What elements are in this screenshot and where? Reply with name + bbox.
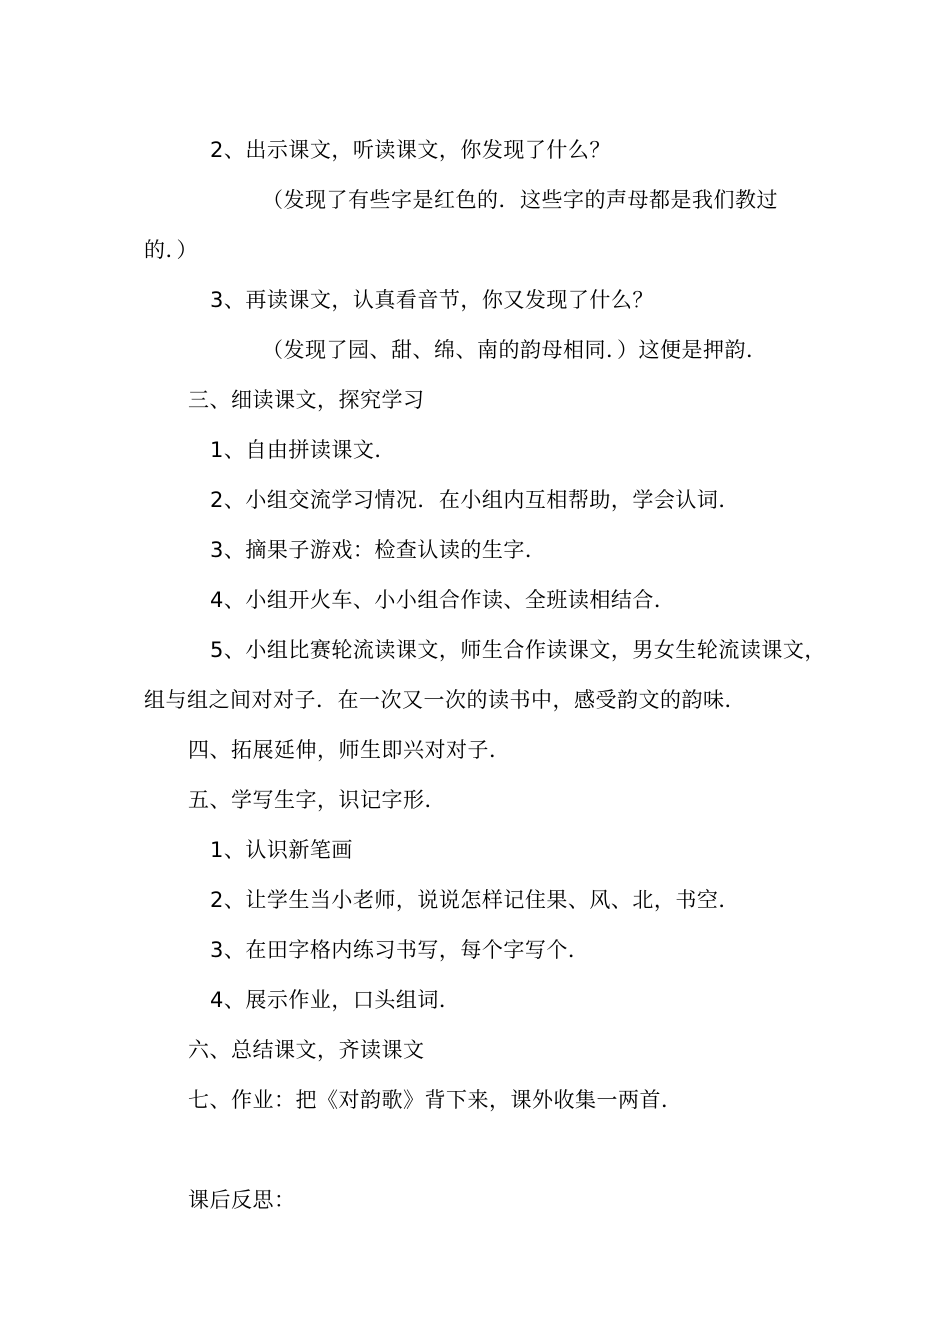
text-line: 组与组之间对对子．在一次又一次的读书中，感受韵文的韵味． <box>144 688 746 712</box>
section-heading: 三、细读课文，探究学习 <box>188 388 425 412</box>
text-line: 1、认识新笔画 <box>210 838 353 862</box>
section-heading: 六、总结课文，齐读课文 <box>188 1038 425 1062</box>
section-heading: 五、学写生字，识记字形． <box>188 788 446 812</box>
text-line: 3、再读课文，认真看音节，你又发现了什么？ <box>210 288 654 312</box>
text-line: 2、让学生当小老师，说说怎样记住果、风、北，书空． <box>210 888 740 912</box>
text-line: 的．） <box>144 238 198 262</box>
text-line: 3、在田字格内练习书写，每个字写个． <box>210 938 590 962</box>
text-line: 3、摘果子游戏：检查认读的生字． <box>210 538 547 562</box>
text-line: 2、出示课文，听读课文，你发现了什么？ <box>210 138 611 162</box>
text-line: 4、小组开火车、小小组合作读、全班读相结合． <box>210 588 676 612</box>
text-line: （发现了有些字是红色的．这些字的声母都是我们教过 <box>262 188 778 212</box>
text-line: 4、展示作业，口头组词． <box>210 988 461 1012</box>
reflection-heading: 课后反思： <box>188 1188 296 1212</box>
text-line: 1、自由拼读课文． <box>210 438 396 462</box>
section-heading: 四、拓展延伸，师生即兴对对子． <box>188 738 511 762</box>
text-line: （发现了园、甜、绵、南的韵母相同．）这便是押韵． <box>262 338 768 362</box>
text-line: 5、小组比赛轮流读课文，师生合作读课文，男女生轮流读课文， <box>210 638 826 662</box>
section-heading: 七、作业：把《对韵歌》背下来，课外收集一两首． <box>188 1088 683 1112</box>
text-line: 2、小组交流学习情况．在小组内互相帮助，学会认词． <box>210 488 740 512</box>
